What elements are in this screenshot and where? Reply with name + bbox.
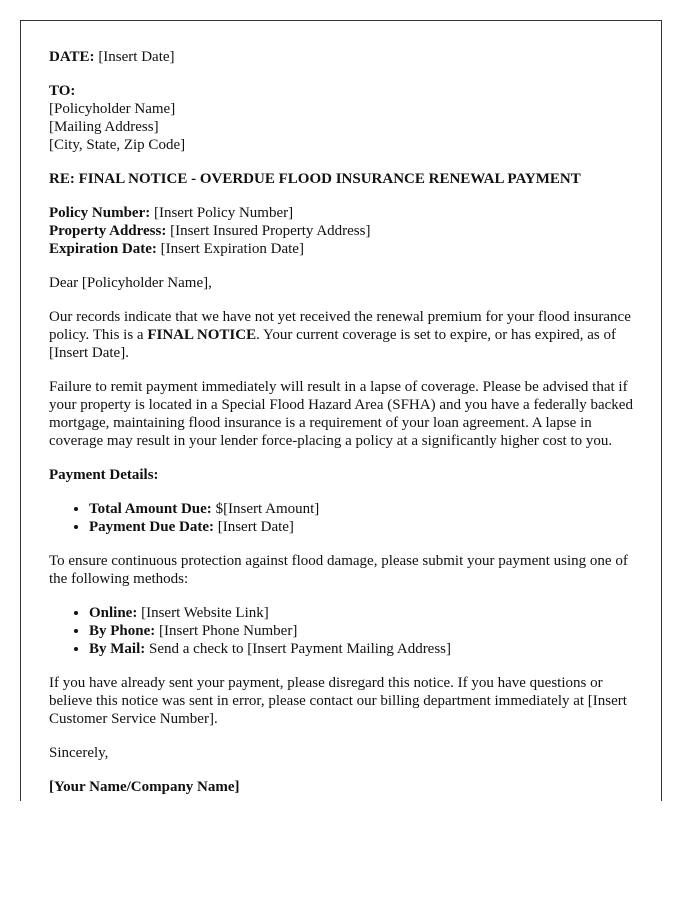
list-item: • By Phone: [Insert Phone Number] [89,622,633,640]
payment-list [49,500,633,536]
list-item: • By Mail: Send a check to [Insert Payment Mailing Address] [89,640,633,658]
closing: Sincerely, [49,745,109,761]
paragraph-methods-intro: To ensure continuous protection against flood damage, please submit your payment using one of the following methods: [49,553,628,587]
payment-heading: Payment Details: [49,467,159,483]
list-item: • Online: [Insert Website Link] [89,604,633,622]
letter-page [20,20,662,801]
paragraph-lapse: Failure to remit payment immediately will result in a lapse of coverage. Please be advised that if your property is located in a Special Flood Hazard Area (SFHA) and you have a federally backed mortgage, maintaining flood insurance is a requirement of your loan agreement. A lapse in coverage may result in your lender force-placing a policy at a significantly higher cost to you. [49,379,633,449]
list-item: • Payment Due Date: [Insert Date] [89,518,633,536]
subject-line: RE: FINAL NOTICE - OVERDUE FLOOD INSURANCE RENEWAL PAYMENT [49,171,581,187]
paragraph-disregard: If you have already sent your payment, please disregard this notice. If you have questions or believe this notice was sent in error, please contact our billing department immediately at [Insert Customer Service Number]. [49,675,627,727]
recipient-block: TO: [Policyholder Name] [Mailing Address] [City, State, Zip Code] [49,83,186,153]
list-item: • Total Amount Due: $[Insert Amount] [89,500,633,518]
signature: [Your Name/Company Name] [49,779,240,795]
policy-details: Policy Number: [Insert Policy Number] Property Address: [Insert Insured Property Address] Expiration Date: [Insert Expiration Date] [49,205,371,257]
paragraph-notice: Our records indicate that we have not yet received the renewal premium for your flood insurance policy. This is a FINAL NOTICE. Your current coverage is set to expire, or has expired, as of [Insert Date]. [49,309,631,361]
salutation: Dear [Policyholder Name], [49,275,212,291]
date-line: DATE: [Insert Date] [49,49,175,65]
methods-list [49,604,633,658]
